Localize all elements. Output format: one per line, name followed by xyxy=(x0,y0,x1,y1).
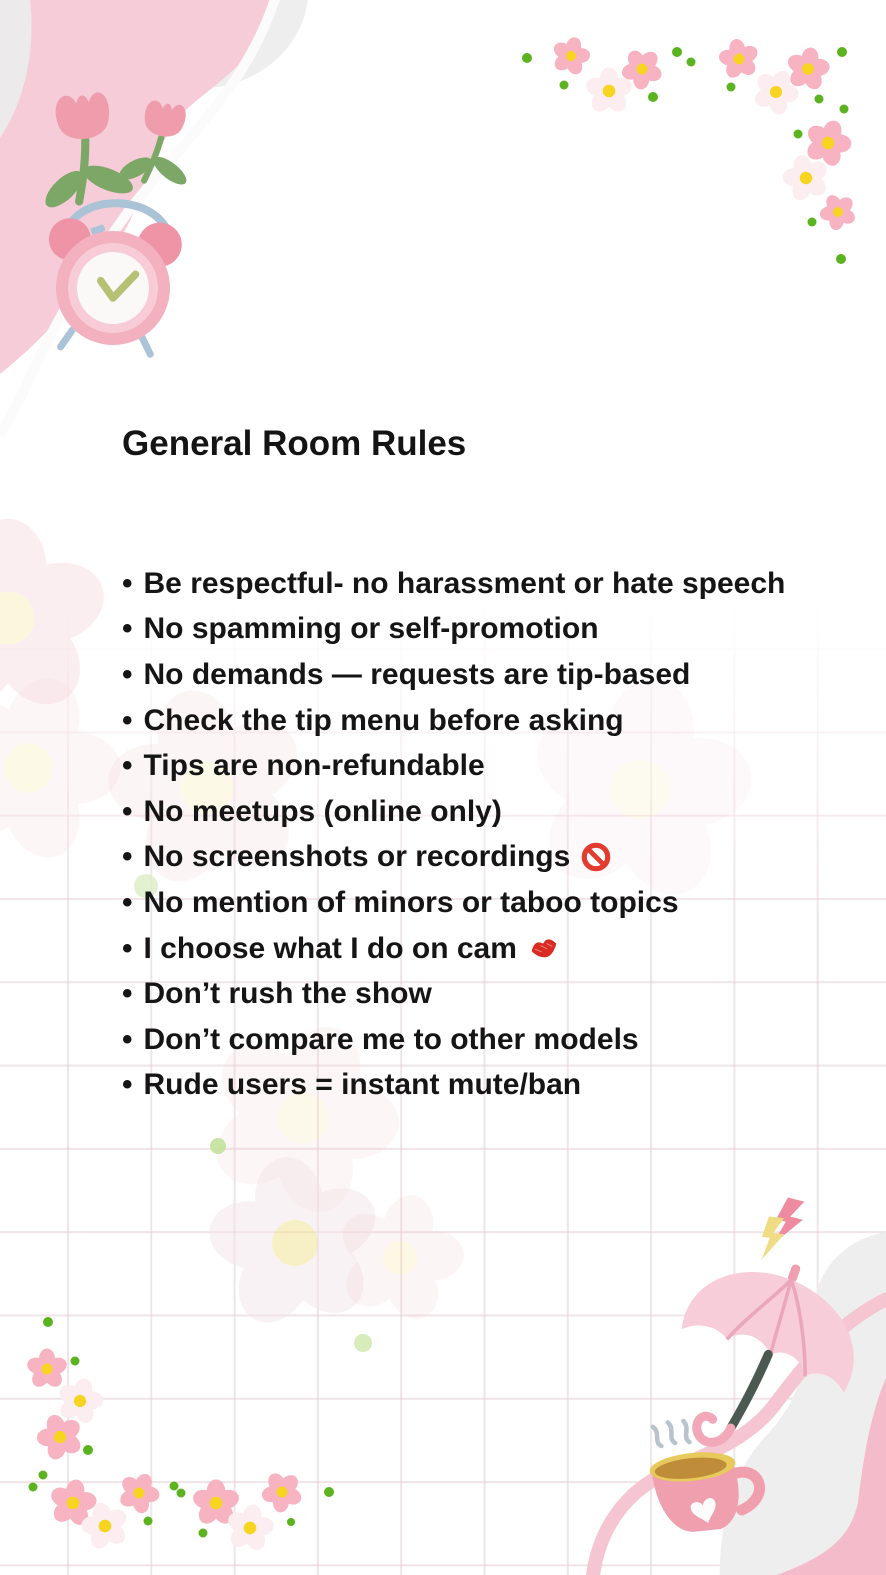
rule-text: Don’t compare me to other models xyxy=(143,1022,639,1056)
rule-item xyxy=(122,652,882,698)
bullet-dot: • xyxy=(122,931,133,965)
bullet-dot: • xyxy=(122,1068,133,1102)
rule-item xyxy=(122,880,882,926)
no-entry-icon xyxy=(581,842,611,872)
rule-text: Don’t rush the show xyxy=(143,977,432,1011)
rule-text: Tips are non-refundable xyxy=(143,749,485,783)
rule-text: No spamming or self-promotion xyxy=(143,612,599,646)
rule-text: Be respectful- no harassment or hate speech xyxy=(143,566,786,600)
rule-item xyxy=(122,561,882,607)
rule-item xyxy=(122,698,882,744)
bullet-dot: • xyxy=(122,749,133,783)
rule-item xyxy=(122,1063,882,1109)
rule-text: Check the tip menu before asking xyxy=(143,703,624,737)
rule-text: No mention of minors or taboo topics xyxy=(143,885,679,919)
bullet-dot: • xyxy=(122,566,133,600)
bullet-dot: • xyxy=(122,794,133,828)
rule-item xyxy=(122,971,882,1017)
rules-list xyxy=(122,561,882,1108)
rule-item xyxy=(122,835,882,881)
bullet-dot: • xyxy=(122,1022,133,1056)
bullet-dot: • xyxy=(122,657,133,691)
rule-text: I choose what I do on cam xyxy=(143,931,517,965)
rule-text: No meetups (online only) xyxy=(143,794,502,828)
rule-item xyxy=(122,789,882,835)
rule-text: Rude users = instant mute/ban xyxy=(143,1068,582,1102)
bullet-dot: • xyxy=(122,977,133,1011)
rule-text: No demands — requests are tip-based xyxy=(143,657,691,691)
kiss-mark-icon xyxy=(528,935,561,963)
page-title: General Room Rules xyxy=(122,424,467,463)
rule-item xyxy=(122,926,882,972)
bullet-dot: • xyxy=(122,703,133,737)
bullet-dot: • xyxy=(122,612,133,646)
bullet-dot: • xyxy=(122,885,133,919)
rule-item xyxy=(122,743,882,789)
rule-item xyxy=(122,607,882,653)
bullet-dot: • xyxy=(122,840,133,874)
rule-text: No screenshots or recordings xyxy=(143,840,571,874)
rule-item xyxy=(122,1017,882,1063)
